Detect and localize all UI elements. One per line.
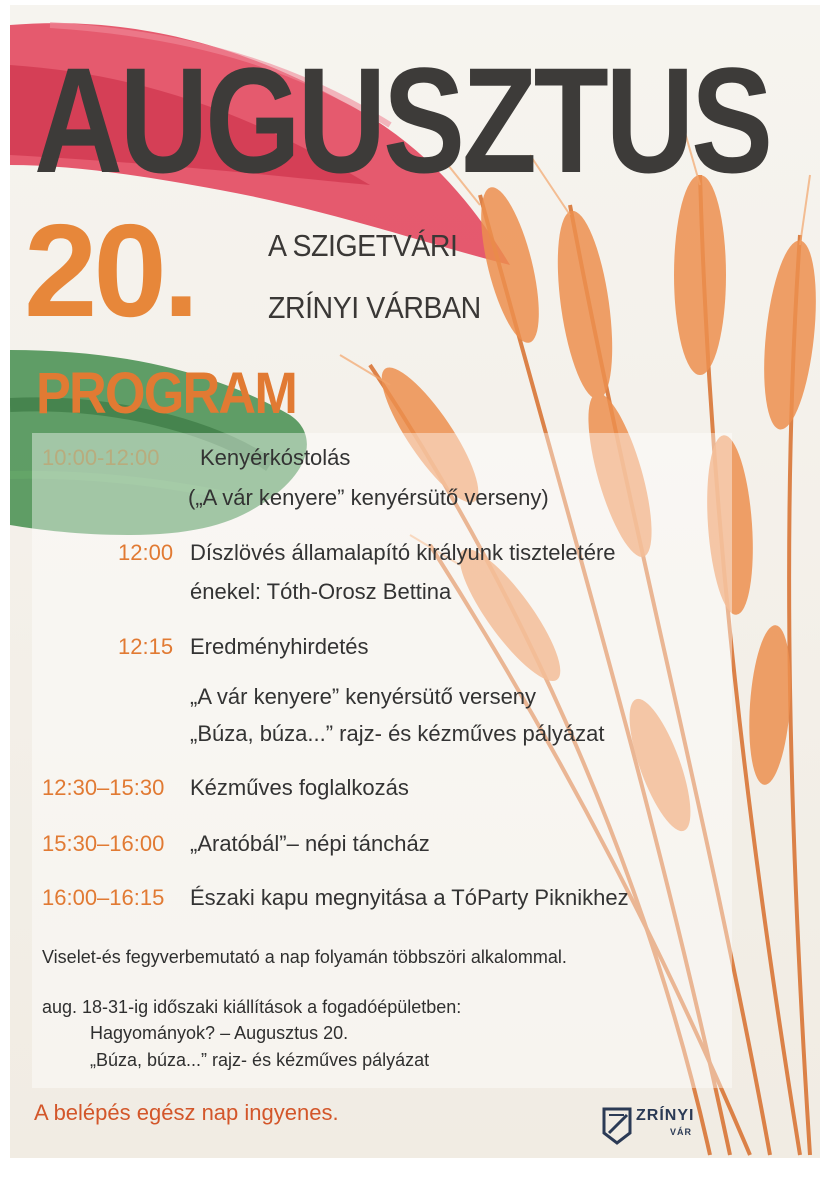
date-day: 20. (24, 197, 196, 344)
schedule-text: Északi kapu megnyitása a TóParty Piknikhez (190, 885, 629, 910)
schedule-text: „A vár kenyere” kenyérsütő verseny (190, 684, 537, 709)
note-line: „Búza, búza...” rajz- és kézműves pályázat (90, 1050, 430, 1070)
venue-line-1: A SZIGETVÁRI (268, 228, 458, 263)
note-line: aug. 18-31-ig időszaki kiállítások a fogadóépületben: (42, 997, 462, 1017)
schedule-text: Kenyérkóstolás (200, 445, 351, 470)
program-heading: PROGRAM (36, 361, 297, 426)
schedule-time: 12:30–15:30 (42, 775, 165, 800)
schedule-time: 10:00-12:00 (42, 445, 160, 470)
note-line: Viselet-és fegyverbemutató a nap folyamán többszöri alkalommal. (42, 947, 567, 967)
schedule-text: „Búza, búza...” rajz- és kézműves pályázat (190, 721, 605, 746)
schedule-time: 16:00–16:15 (42, 885, 165, 910)
schedule-text: Eredményhirdetés (190, 634, 369, 659)
schedule-text: („A vár kenyere” kenyérsütő verseny) (188, 485, 549, 510)
logo-text: ZRÍNYI (636, 1107, 695, 1124)
poster (10, 5, 820, 1158)
schedule-text: énekel: Tóth-Orosz Bettina (190, 579, 452, 604)
program-panel (32, 433, 732, 1088)
schedule-text: Kézműves foglalkozás (190, 775, 409, 800)
schedule-time: 12:00 (118, 540, 174, 565)
schedule-time: 15:30–16:00 (42, 831, 165, 856)
logo-subtext: VÁR (670, 1127, 693, 1137)
schedule-time: 12:15 (118, 634, 174, 659)
venue-line-2: ZRÍNYI VÁRBAN (268, 290, 481, 325)
free-entry-text: A belépés egész nap ingyenes. (34, 1100, 339, 1125)
schedule-text: „Aratóbál”– népi táncház (190, 831, 430, 856)
note-line: Hagyományok? – Augusztus 20. (90, 1023, 349, 1043)
schedule-text: Díszlövés államalapító királyunk tiszteletére (190, 540, 616, 565)
poster-title: AUGUSZTUS (34, 36, 770, 204)
